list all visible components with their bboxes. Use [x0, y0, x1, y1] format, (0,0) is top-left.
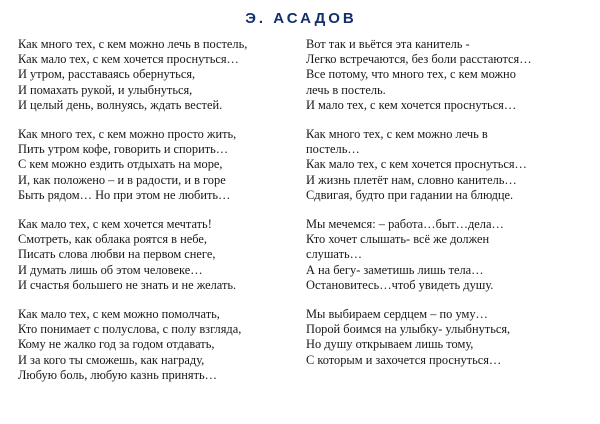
poem-line: И думать лишь об этом человеке…	[18, 262, 203, 277]
poem-line: Легко встречаются, без боли расстаются…	[306, 52, 532, 67]
poem-line: Как мало тех, с кем хочется проснуться…	[18, 52, 239, 67]
stanza	[18, 127, 300, 203]
poem-line: Но душу открываем лишь тому,	[306, 337, 474, 352]
poem-line: Пить утром кофе, говорить и спорить…	[18, 142, 229, 157]
poem-line: И, как положено – и в радости, и в горе	[18, 172, 226, 187]
poem-line: Остановитесь…чтоб увидеть душу.	[306, 277, 494, 292]
poem-line: Как много тех, с кем можно лечь в	[306, 127, 488, 142]
poem-columns	[14, 37, 588, 397]
poem-line: Как много тех, с кем можно лечь в постель,	[18, 37, 248, 51]
poem-column-left	[14, 37, 300, 397]
poem-column-right	[300, 37, 588, 382]
poem-line: Кто хочет слышать- всё же должен	[306, 232, 490, 247]
poem-line: Как мало тех, с кем хочется мечтать!	[18, 217, 212, 232]
poem-line: Как мало тех, с кем можно помолчать,	[18, 307, 220, 322]
poem-line: С которым и захочется проснуться…	[306, 352, 502, 367]
stanza	[306, 307, 588, 368]
poem-line: Мы выбираем сердцем – по уму…	[306, 307, 488, 322]
stanza	[306, 127, 588, 203]
poem-line: И за кого ты сможешь, как награду,	[18, 352, 205, 367]
poem-line: Кто понимает с полуслова, с полу взгляда,	[18, 322, 242, 337]
poem-line: Порой боимся на улыбку- улыбнуться,	[306, 322, 511, 337]
poem-line: Сдвигая, будто при гадании на блюдце.	[306, 187, 514, 202]
poem-line: Как много тех, с кем можно просто жить,	[18, 127, 237, 142]
stanza	[18, 217, 300, 293]
stanza	[306, 217, 588, 293]
poem-line: И помахать рукой, и улыбнуться,	[18, 82, 193, 97]
stanza	[18, 307, 300, 383]
poem-line: И счастья большего не знать и не желать.	[18, 277, 237, 292]
poem-line: Мы мечемся: – работа…быт…дела…	[306, 217, 504, 232]
poem-line: слушать…	[306, 247, 363, 262]
poem-line: Все потому, что много тех, с кем можно	[306, 67, 516, 82]
poem-line: лечь в постель.	[306, 82, 386, 97]
poem-line: Вот так и вьётся эта канитель -	[306, 37, 470, 51]
stanza	[18, 37, 300, 113]
poem-line: Любую боль, любую казнь принять…	[18, 367, 218, 382]
stanza	[306, 37, 588, 113]
poem-line: А на бегу- заметишь лишь тела…	[306, 262, 484, 277]
poem-line: Как мало тех, с кем хочется проснуться…	[306, 157, 527, 172]
poem-line: постель…	[306, 142, 360, 157]
page-title: Э. АСАДОВ	[245, 10, 357, 27]
poem-line: И целый день, волнуясь, ждать вестей.	[18, 97, 223, 112]
poem-line: Быть рядом… Но при этом не любить…	[18, 187, 231, 202]
poem-line: Кому не жалко год за годом отдавать,	[18, 337, 215, 352]
poem-line: И мало тех, с кем хочется проснуться…	[306, 97, 517, 112]
poem-line: И утром, расставаясь обернуться,	[18, 67, 196, 82]
poem-line: Писать слова любви на первом снеге,	[18, 247, 216, 262]
poem-line: И жизнь плетёт нам, словно канитель…	[306, 172, 517, 187]
poem-line: Смотреть, как облака роятся в небе,	[18, 232, 207, 247]
poem-line: С кем можно ездить отдыхать на море,	[18, 157, 223, 172]
